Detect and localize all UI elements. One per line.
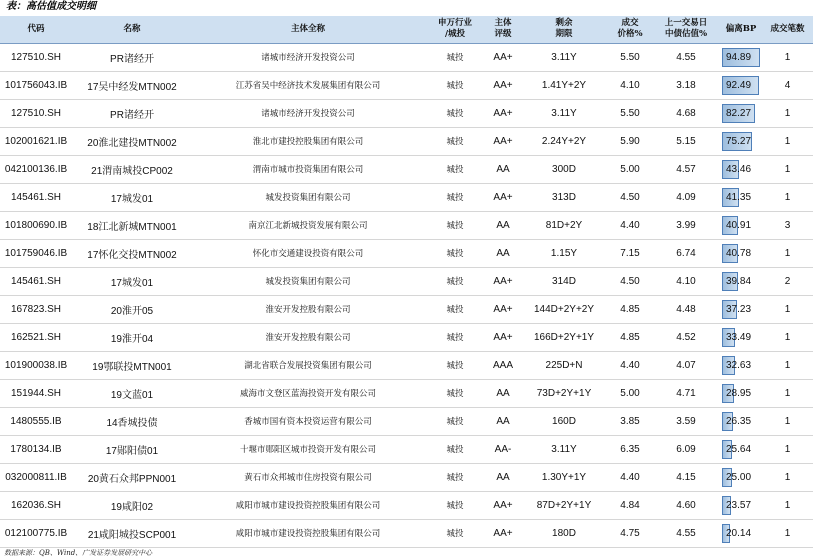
cell-issuer: 淮安开发控股有限公司 xyxy=(265,333,351,343)
cell-price: 3.85 xyxy=(620,415,640,427)
cell-industry: 城投 xyxy=(446,249,464,259)
cell-valuation: 6.09 xyxy=(676,443,696,455)
cell-code: 162521.SH xyxy=(10,331,62,343)
cell-rating: AA+ xyxy=(493,79,513,91)
bp-value: 94.89 xyxy=(726,51,752,63)
bp-value: 43.46 xyxy=(726,163,752,175)
table-row xyxy=(0,491,813,519)
table-row xyxy=(0,155,813,183)
cell-code: 127510.SH xyxy=(10,51,62,63)
cell-rating: AA- xyxy=(494,443,512,455)
cell-bp xyxy=(720,407,762,435)
bp-value: 20.14 xyxy=(726,527,752,539)
table-row xyxy=(0,71,813,99)
cell-price: 4.50 xyxy=(620,191,640,203)
cell-valuation: 4.57 xyxy=(676,163,696,175)
cell-term: 87D+2Y+1Y xyxy=(536,499,592,511)
cell-issuer: 诸城市经济开发投资公司 xyxy=(261,109,355,119)
cell-issuer: 咸阳市城市建设投资控股集团有限公司 xyxy=(235,501,381,511)
cell-name: 20淮北建投MTN002 xyxy=(87,137,177,149)
cell-count: 1 xyxy=(784,135,791,147)
cell-rating: AA+ xyxy=(493,527,513,539)
cell-price: 4.40 xyxy=(620,219,640,231)
cell-bp xyxy=(720,519,762,547)
table-row xyxy=(0,211,813,239)
cell-industry: 城投 xyxy=(446,193,464,203)
cell-issuer: 黄石市众邦城市住房投资有限公司 xyxy=(244,473,372,483)
bp-value: 41.35 xyxy=(726,191,752,203)
cell-bp xyxy=(720,43,762,71)
cell-name: 19咸阳02 xyxy=(110,501,154,513)
cell-issuer: 江苏省吴中经济技术发展集团有限公司 xyxy=(235,81,381,91)
cell-valuation: 5.15 xyxy=(676,135,696,147)
cell-term: 180D xyxy=(552,527,576,539)
bp-value: 33.49 xyxy=(726,331,752,343)
table-row xyxy=(0,267,813,295)
header-bp: 偏离BP xyxy=(720,16,762,43)
cell-name: 14香城投债 xyxy=(106,417,158,429)
cell-rating: AA+ xyxy=(493,303,513,315)
cell-price: 4.85 xyxy=(620,331,640,343)
cell-bp xyxy=(720,435,762,463)
cell-industry: 城投 xyxy=(446,445,464,455)
cell-valuation: 4.15 xyxy=(676,471,696,483)
cell-name: 19文蓝01 xyxy=(110,389,154,401)
cell-term: 160D xyxy=(552,415,576,427)
cell-term: 81D+2Y xyxy=(545,219,583,231)
cell-term: 3.11Y xyxy=(551,443,577,455)
cell-name: 21渭南城投CP002 xyxy=(91,165,173,177)
cell-price: 4.85 xyxy=(620,303,640,315)
cell-bp xyxy=(720,463,762,491)
cell-code: 012100775.IB xyxy=(4,527,68,539)
cell-bp xyxy=(720,295,762,323)
cell-code: 101800690.IB xyxy=(4,219,68,231)
bp-value: 26.35 xyxy=(726,415,752,427)
cell-price: 6.35 xyxy=(620,443,640,455)
cell-valuation: 4.09 xyxy=(676,191,696,203)
header-price: 成交 价格% xyxy=(608,16,652,43)
cell-industry: 城投 xyxy=(446,277,464,287)
cell-issuer: 十堰市郧阳区城市投资开发有限公司 xyxy=(239,445,376,455)
cell-price: 5.50 xyxy=(620,51,640,63)
bp-value: 40.91 xyxy=(726,219,752,231)
cell-valuation: 4.07 xyxy=(676,359,696,371)
cell-count: 4 xyxy=(784,79,791,91)
cell-rating: AA xyxy=(496,415,510,427)
cell-count: 1 xyxy=(784,247,791,259)
cell-term: 1.15Y xyxy=(550,247,578,259)
cell-code: 162036.SH xyxy=(10,499,62,511)
cell-industry: 城投 xyxy=(446,501,464,511)
cell-code: 145461.SH xyxy=(10,275,62,287)
cell-rating: AA xyxy=(496,387,510,399)
cell-count: 1 xyxy=(784,415,791,427)
cell-code: 1480555.IB xyxy=(10,415,62,427)
cell-code: 101759046.IB xyxy=(4,247,68,259)
table-row xyxy=(0,239,813,267)
cell-code: 101756043.IB xyxy=(4,79,68,91)
cell-rating: AAA xyxy=(492,359,513,371)
cell-rating: AA+ xyxy=(493,499,513,511)
bp-value: 28.95 xyxy=(726,387,752,399)
cell-rating: AA xyxy=(496,471,510,483)
cell-name: 17城发01 xyxy=(110,277,154,289)
cell-industry: 城投 xyxy=(446,473,464,483)
cell-price: 7.15 xyxy=(620,247,640,259)
cell-code: 042100136.IB xyxy=(4,163,68,175)
cell-count: 1 xyxy=(784,471,791,483)
cell-code: 145461.SH xyxy=(10,191,62,203)
cell-term: 300D xyxy=(552,163,576,175)
cell-term: 3.11Y xyxy=(551,107,577,119)
cell-bp xyxy=(720,239,762,267)
bp-value: 32.63 xyxy=(726,359,752,371)
cell-issuer: 城发投资集团有限公司 xyxy=(265,277,351,287)
cell-count: 3 xyxy=(784,219,791,231)
cell-code: 101900038.IB xyxy=(4,359,68,371)
cell-price: 4.10 xyxy=(620,79,640,91)
cell-rating: AA+ xyxy=(493,275,513,287)
cell-code: 151944.SH xyxy=(10,387,62,399)
table-row xyxy=(0,323,813,351)
cell-valuation: 4.10 xyxy=(676,275,696,287)
table-row xyxy=(0,519,813,547)
cell-name: 20淮开05 xyxy=(110,305,154,317)
table-row xyxy=(0,435,813,463)
cell-code: 1780134.IB xyxy=(10,443,62,455)
cell-count: 1 xyxy=(784,527,791,539)
table-title: 表：高估值成交明细 xyxy=(6,1,96,12)
cell-industry: 城投 xyxy=(446,417,464,427)
cell-valuation: 4.55 xyxy=(676,527,696,539)
bp-value: 75.27 xyxy=(726,135,752,147)
high-valuation-trades-table xyxy=(0,16,813,548)
cell-bp xyxy=(720,379,762,407)
cell-name: 17城发01 xyxy=(110,193,154,205)
header-row xyxy=(0,16,813,43)
table-row xyxy=(0,183,813,211)
cell-industry: 城投 xyxy=(446,529,464,539)
cell-valuation: 4.68 xyxy=(676,107,696,119)
cell-price: 5.50 xyxy=(620,107,640,119)
header-count: 成交笔数 xyxy=(762,16,813,43)
table-row xyxy=(0,463,813,491)
cell-bp xyxy=(720,323,762,351)
cell-issuer: 咸阳市城市建设投资控股集团有限公司 xyxy=(235,529,381,539)
table-row xyxy=(0,127,813,155)
header-valuation: 上一交易日 中债估值% xyxy=(652,16,720,43)
header-issuer: 主体全称 xyxy=(192,16,424,43)
cell-valuation: 4.52 xyxy=(676,331,696,343)
cell-name: 18江北新城MTN001 xyxy=(87,221,177,233)
cell-term: 1.41Y+2Y xyxy=(541,79,587,91)
cell-code: 102001621.IB xyxy=(4,135,68,147)
cell-term: 313D xyxy=(552,191,576,203)
cell-count: 1 xyxy=(784,303,791,315)
cell-issuer: 香城市国有资本投资运营有限公司 xyxy=(244,417,372,427)
bp-value: 37.23 xyxy=(726,303,752,315)
cell-bp xyxy=(720,99,762,127)
header-industry: 申万行业 /城投 xyxy=(424,16,486,43)
cell-bp xyxy=(720,183,762,211)
cell-name: 21咸阳城投SCP001 xyxy=(87,529,177,541)
cell-count: 1 xyxy=(784,107,791,119)
cell-count: 1 xyxy=(784,51,791,63)
cell-code: 167823.SH xyxy=(10,303,62,315)
cell-valuation: 4.60 xyxy=(676,499,696,511)
cell-price: 5.00 xyxy=(620,387,640,399)
bp-value: 23.57 xyxy=(726,499,752,511)
cell-price: 5.00 xyxy=(620,163,640,175)
cell-issuer: 城发投资集团有限公司 xyxy=(265,193,351,203)
cell-industry: 城投 xyxy=(446,221,464,231)
cell-bp xyxy=(720,71,762,99)
cell-price: 4.84 xyxy=(620,499,640,511)
cell-price: 4.50 xyxy=(620,275,640,287)
table-row xyxy=(0,43,813,71)
cell-name: PR诸经开 xyxy=(110,109,154,121)
header-code: 代码 xyxy=(0,16,72,43)
header-rating: 主体 评级 xyxy=(486,16,520,43)
cell-rating: AA+ xyxy=(493,107,513,119)
table-row xyxy=(0,407,813,435)
cell-code: 032000811.IB xyxy=(5,471,67,483)
cell-name: 17吴中经发MTN002 xyxy=(87,81,177,93)
cell-issuer: 威海市文登区蓝海投资开发有限公司 xyxy=(239,389,376,399)
cell-rating: AA+ xyxy=(493,135,513,147)
cell-count: 1 xyxy=(784,191,791,203)
cell-bp xyxy=(720,491,762,519)
cell-term: 166D+2Y+1Y xyxy=(533,331,595,343)
table-row xyxy=(0,99,813,127)
cell-term: 144D+2Y+2Y xyxy=(533,303,595,315)
bp-value: 39.84 xyxy=(726,275,752,287)
cell-term: 314D xyxy=(552,275,576,287)
cell-bp xyxy=(720,127,762,155)
cell-name: 19淮开04 xyxy=(110,333,154,345)
bp-value: 82.27 xyxy=(726,107,752,119)
cell-term: 3.11Y xyxy=(551,51,577,63)
cell-term: 1.30Y+1Y xyxy=(541,471,587,483)
cell-bp xyxy=(720,351,762,379)
cell-term: 73D+2Y+1Y xyxy=(536,387,592,399)
cell-price: 4.40 xyxy=(620,471,640,483)
cell-industry: 城投 xyxy=(446,109,464,119)
cell-price: 4.75 xyxy=(620,527,640,539)
cell-industry: 城投 xyxy=(446,333,464,343)
bp-value: 40.78 xyxy=(726,247,752,259)
cell-valuation: 3.59 xyxy=(676,415,696,427)
cell-industry: 城投 xyxy=(446,389,464,399)
cell-rating: AA xyxy=(496,163,510,175)
cell-count: 1 xyxy=(784,499,791,511)
cell-issuer: 诸城市经济开发投资公司 xyxy=(261,53,355,63)
cell-rating: AA xyxy=(496,219,510,231)
cell-issuer: 淮北市建投控股集团有限公司 xyxy=(252,137,364,147)
cell-bp xyxy=(720,211,762,239)
header-name: 名称 xyxy=(72,16,192,43)
cell-industry: 城投 xyxy=(446,53,464,63)
cell-name: 20黄石众邦PPN001 xyxy=(87,473,177,485)
cell-count: 1 xyxy=(784,331,791,343)
table-row xyxy=(0,295,813,323)
table-row xyxy=(0,379,813,407)
cell-rating: AA+ xyxy=(493,191,513,203)
cell-bp xyxy=(720,155,762,183)
cell-industry: 城投 xyxy=(446,137,464,147)
cell-issuer: 渭南市城市投资集团有限公司 xyxy=(252,165,364,175)
bp-value: 92.49 xyxy=(726,79,752,91)
bp-value: 25.64 xyxy=(726,443,752,455)
cell-count: 1 xyxy=(784,387,791,399)
source-note: 数据来源：QB、Wind、广发证券发展研究中心 xyxy=(4,549,153,557)
cell-industry: 城投 xyxy=(446,81,464,91)
cell-count: 1 xyxy=(784,443,791,455)
cell-name: PR诸经开 xyxy=(110,53,154,65)
cell-issuer: 淮安开发控股有限公司 xyxy=(265,305,351,315)
cell-industry: 城投 xyxy=(446,165,464,175)
cell-code: 127510.SH xyxy=(10,107,62,119)
cell-term: 2.24Y+2Y xyxy=(541,135,587,147)
cell-issuer: 湖北省联合发展投资集团有限公司 xyxy=(244,361,372,371)
cell-count: 1 xyxy=(784,163,791,175)
cell-industry: 城投 xyxy=(446,361,464,371)
cell-valuation: 6.74 xyxy=(676,247,696,259)
cell-bp xyxy=(720,267,762,295)
cell-valuation: 4.48 xyxy=(676,303,696,315)
cell-name: 19鄂联投MTN001 xyxy=(92,361,172,373)
cell-count: 1 xyxy=(784,359,791,371)
header-term: 剩余 期限 xyxy=(520,16,608,43)
cell-term: 225D+N xyxy=(545,359,583,371)
cell-valuation: 3.99 xyxy=(676,219,696,231)
cell-industry: 城投 xyxy=(446,305,464,315)
bp-value: 25.00 xyxy=(726,471,752,483)
cell-name: 17怀化交投MTN002 xyxy=(87,249,177,261)
cell-rating: AA+ xyxy=(493,51,513,63)
cell-issuer: 怀化市交通建设投资有限公司 xyxy=(252,249,364,259)
cell-price: 4.40 xyxy=(620,359,640,371)
cell-name: 17郧阳债01 xyxy=(105,445,159,457)
cell-rating: AA+ xyxy=(493,331,513,343)
cell-valuation: 4.55 xyxy=(676,51,696,63)
cell-valuation: 3.18 xyxy=(676,79,696,91)
cell-price: 5.90 xyxy=(620,135,640,147)
cell-valuation: 4.71 xyxy=(676,387,696,399)
cell-rating: AA xyxy=(496,247,510,259)
table-row xyxy=(0,351,813,379)
cell-issuer: 南京江北新城投资发展有限公司 xyxy=(248,221,368,231)
cell-count: 2 xyxy=(784,275,791,287)
